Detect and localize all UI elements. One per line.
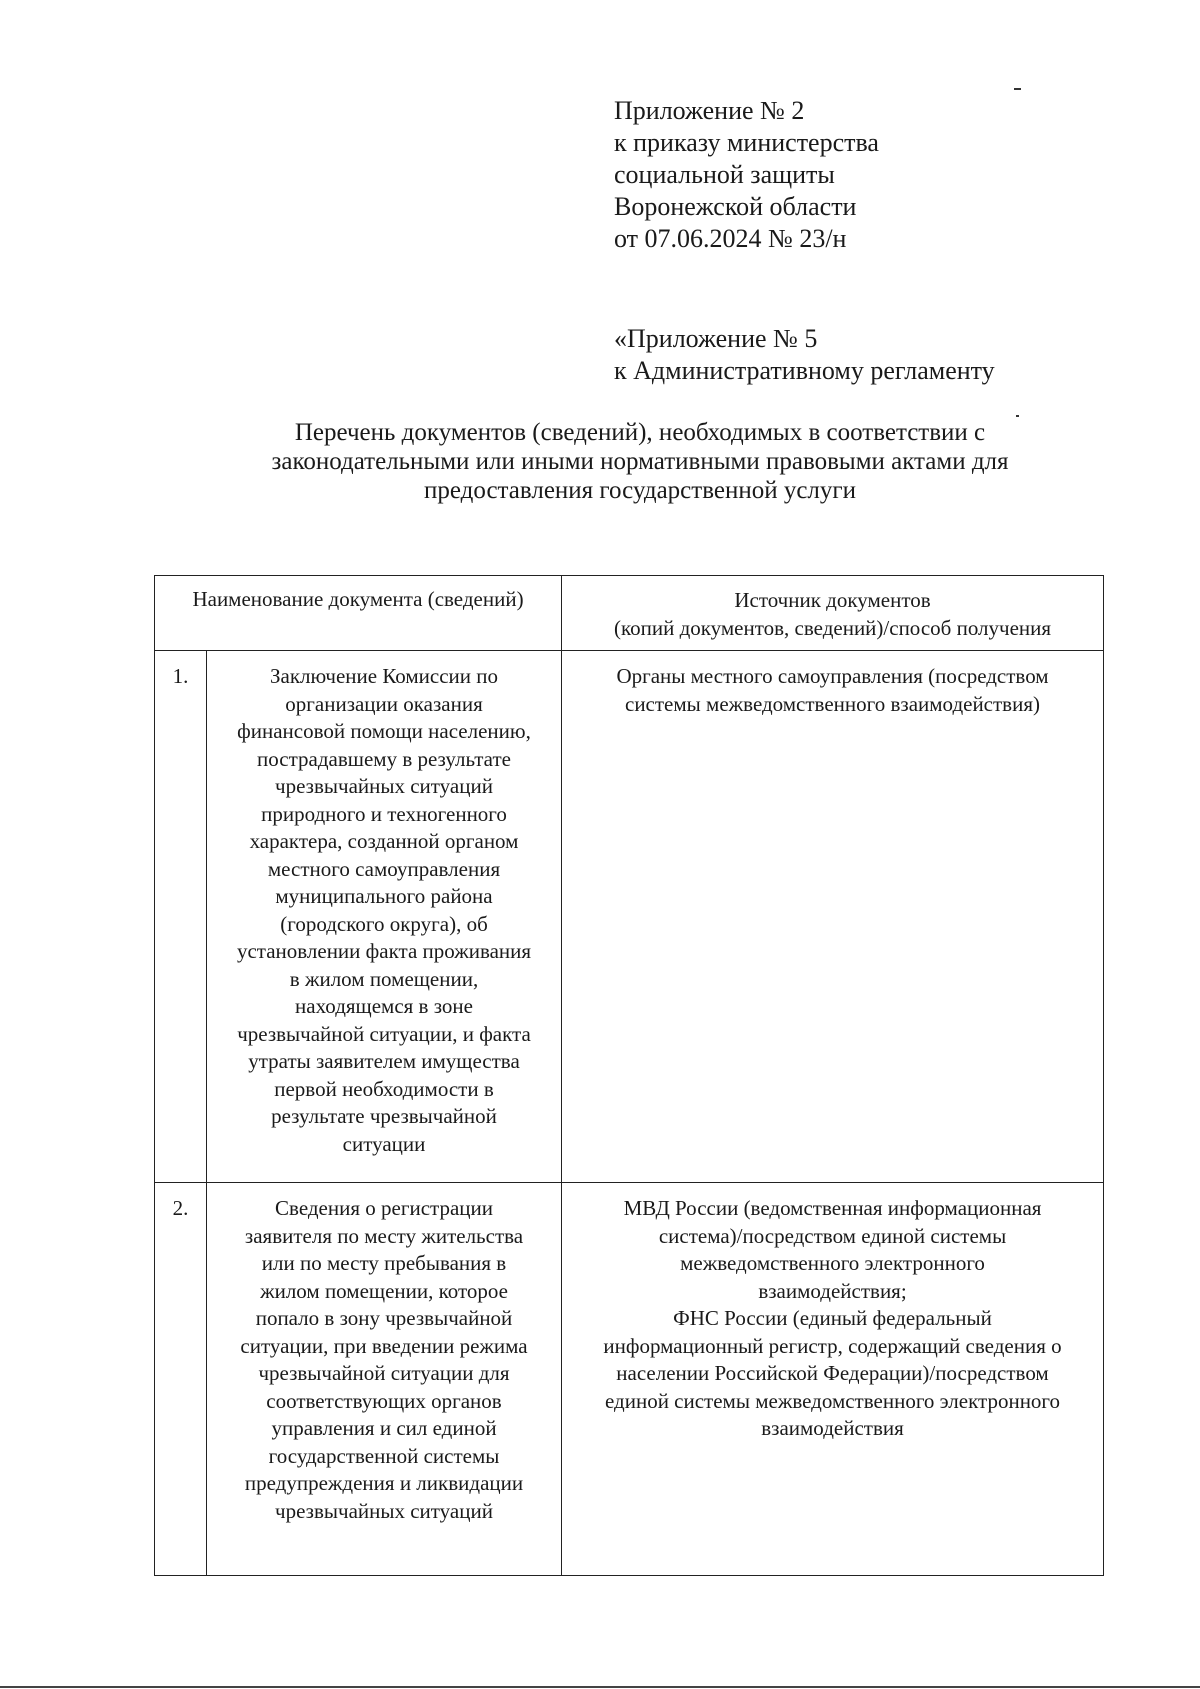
document-source-line: взаимодействия [761, 1416, 904, 1440]
document-source-line: единой системы межведомственного электронного [604, 1388, 1061, 1413]
document-source-line: информационный регистр, содержащий сведения о [603, 1333, 1062, 1358]
scan-mark [1016, 415, 1019, 417]
appendix-5-line: «Приложение № 5 [614, 324, 818, 353]
document-name-line: государственной системы [268, 1443, 500, 1468]
header-source [562, 576, 1104, 651]
page-bottom-edge [0, 1686, 1200, 1688]
row-number [155, 651, 207, 1183]
appendix-2-line: к приказу министерства [614, 128, 879, 157]
document-name-line: ситуации, при введении режима [240, 1333, 528, 1358]
row-number-text: 2. [172, 1196, 189, 1220]
document-source-line: взаимодействия; [758, 1278, 907, 1303]
document-name-line: чрезвычайных ситуаций [275, 774, 493, 798]
appendix-2-line: социальной защиты [614, 160, 835, 189]
table-row [155, 1183, 1104, 1576]
document-name-line: чрезвычайной ситуации, и факта [237, 1021, 531, 1046]
document-source-line: населении Российской Федерации)/посредством [616, 1361, 1049, 1385]
appendix-2-line: от 07.06.2024 № 23/н [614, 224, 847, 253]
table-header-row [155, 576, 1104, 651]
document-name-line: или по месту пребывания в [261, 1251, 507, 1275]
document-source-cell [562, 1183, 1104, 1576]
document-name-line: в жилом помещении, [289, 966, 479, 991]
document-source-line: ФНС России (единый федеральный [673, 1306, 992, 1330]
document-name-line: ситуации [342, 1131, 426, 1156]
header-source-line: (копий документов, сведений)/способ получения [613, 615, 1052, 640]
document-name-line: финансовой помощи населению, [237, 719, 531, 743]
document-name-line: заявителя по месту жительства [244, 1223, 524, 1248]
document-source-line: системы межведомственного взаимодействия) [625, 691, 1040, 716]
document-title [150, 418, 1130, 505]
document-name-line: муниципального района [275, 884, 493, 908]
appendix-2-line: Воронежской области [614, 192, 857, 221]
document-name-line: управления и сил единой [271, 1416, 497, 1440]
document-name-line: предупреждения и ликвидации [244, 1471, 524, 1495]
document-source-line: МВД России (ведомственная информационная [623, 1196, 1042, 1220]
header-document-name [155, 576, 562, 651]
document-name-cell [207, 651, 562, 1183]
document-name-line: утраты заявителем имущества [248, 1049, 520, 1073]
document-name-line: природного и техногенного [261, 801, 507, 826]
appendix-2-line: Приложение № 2 [614, 96, 805, 125]
document-name-line: находящемся в зоне [295, 994, 473, 1018]
documents-table [154, 575, 1104, 1576]
document-title-line: Перечень документов (сведений), необходимых в соответствии с [294, 419, 986, 446]
document-name-cell [207, 1183, 562, 1576]
document-title-line: законодательными или иными нормативными правовыми актами для [271, 448, 1009, 475]
document-name-line: попало в зону чрезвычайной [255, 1306, 513, 1330]
document-name-line: пострадавшему в результате [257, 746, 511, 771]
document-name-line: характера, созданной органом [249, 829, 519, 853]
document-name-line: установлении факта проживания [236, 939, 532, 963]
document-name-line: жилом помещении, которое [260, 1278, 508, 1303]
document-source-cell [562, 651, 1104, 1183]
document-source-line: система)/посредством единой системы [658, 1223, 1007, 1248]
document-name-line: первой необходимости в [274, 1076, 494, 1101]
row-number-text: 1. [172, 664, 189, 688]
row-number [155, 1183, 207, 1576]
document-name-line: Заключение Комиссии по [269, 664, 499, 688]
document-name-line: Сведения о регистрации [275, 1196, 493, 1220]
document-name-line: чрезвычайных ситуаций [275, 1498, 493, 1523]
document-name-line: местного самоуправления [267, 856, 501, 881]
header-document-name-text: Наименование документа (сведений) [192, 587, 524, 611]
document-source-line: Органы местного самоуправления (посредством [616, 664, 1049, 688]
document-name-line: результате чрезвычайной [271, 1104, 497, 1128]
document-name-line: чрезвычайной ситуации для [258, 1361, 510, 1385]
document-name-line: соответствующих органов [266, 1388, 502, 1413]
appendix-5-line: к Административному регламенту [614, 356, 995, 385]
appendix-2-header [614, 95, 1054, 255]
scan-mark [1014, 88, 1021, 90]
table-row [155, 651, 1104, 1183]
appendix-5-header [614, 323, 1054, 387]
document-title-line: предоставления государственной услуги [423, 477, 857, 504]
document-source-line: межведомственного электронного [680, 1251, 985, 1275]
header-source-line: Источник документов [734, 588, 931, 612]
document-name-line: (городского округа), об [280, 911, 488, 936]
document-name-line: организации оказания [285, 691, 483, 716]
